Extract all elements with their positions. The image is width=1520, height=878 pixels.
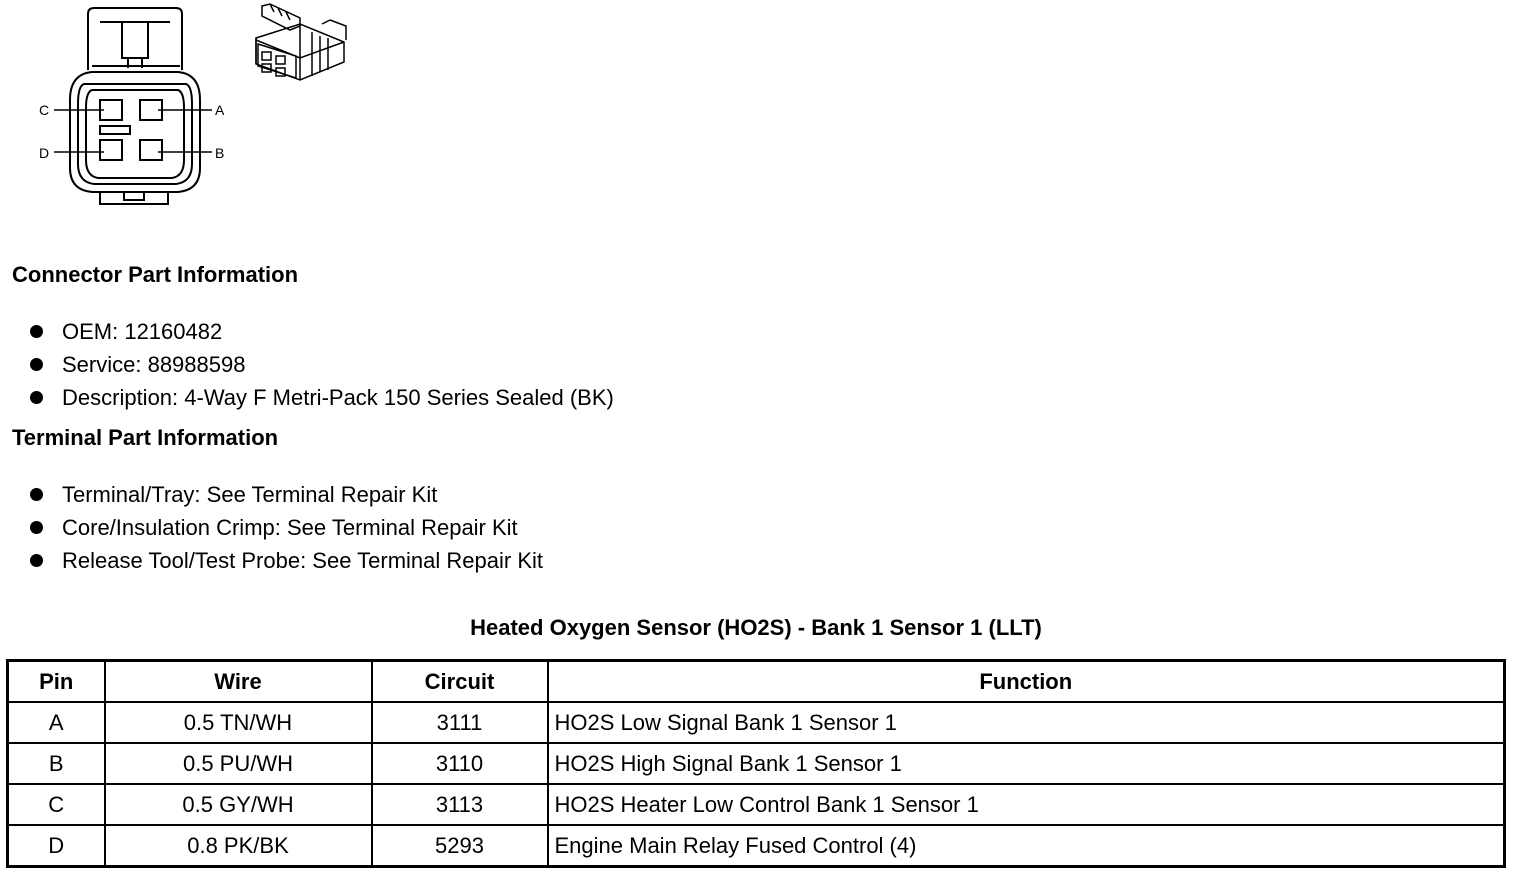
connector-info-heading: Connector Part Information [12, 262, 299, 287]
cell-function: Engine Main Relay Fused Control (4) [548, 825, 1505, 867]
pin-label-b: B [215, 145, 225, 161]
table-row [8, 784, 1505, 825]
terminal-info-list [28, 478, 543, 577]
column-header-function: Function [548, 661, 1505, 703]
cell-circuit: 3110 [372, 743, 548, 784]
terminal-crimp: Core/Insulation Crimp: See Terminal Repair Kit [62, 515, 518, 540]
terminal-tray: Terminal/Tray: See Terminal Repair Kit [62, 482, 438, 507]
cell-function: HO2S Low Signal Bank 1 Sensor 1 [548, 702, 1505, 743]
cell-function: HO2S Heater Low Control Bank 1 Sensor 1 [548, 784, 1505, 825]
list-item [28, 381, 614, 414]
cell-pin: C [8, 784, 105, 825]
terminal-info-heading: Terminal Part Information [12, 425, 279, 450]
table-row [8, 743, 1505, 784]
connector-description: Description: 4-Way F Metri-Pack 150 Series Sealed (BK) [62, 385, 614, 410]
cell-circuit: 3113 [372, 784, 548, 825]
bullet-icon [30, 358, 43, 371]
pin-label-a: A [215, 102, 225, 118]
connector-face-diagram [0, 0, 380, 220]
bullet-icon [30, 488, 43, 501]
column-header-wire: Wire [105, 661, 372, 703]
bullet-icon [30, 325, 43, 338]
list-item [28, 544, 543, 577]
connector-service: Service: 88988598 [62, 352, 246, 377]
connector-latch [88, 8, 182, 70]
cell-wire: 0.5 TN/WH [105, 702, 372, 743]
connector-oem: OEM: 12160482 [62, 319, 223, 344]
pin-table-title: Heated Oxygen Sensor (HO2S) - Bank 1 Sensor 1 (LLT) [470, 615, 1042, 640]
cell-circuit: 5293 [372, 825, 548, 867]
cell-wire: 0.5 GY/WH [105, 784, 372, 825]
table-header-row [8, 661, 1505, 703]
cavity-b [140, 140, 162, 160]
pin-label-d: D [39, 145, 50, 161]
list-item [28, 315, 614, 348]
list-item [28, 511, 543, 544]
pin-label-c: C [39, 102, 50, 118]
list-item [28, 348, 614, 381]
cell-function: HO2S High Signal Bank 1 Sensor 1 [548, 743, 1505, 784]
terminal-release-tool: Release Tool/Test Probe: See Terminal Repair Kit [62, 548, 543, 573]
connector-isometric-image [256, 4, 346, 80]
table-row [8, 825, 1505, 867]
connector-info-list [28, 315, 614, 414]
table-row [8, 702, 1505, 743]
cell-pin: D [8, 825, 105, 867]
bullet-icon [30, 391, 43, 404]
cell-circuit: 3111 [372, 702, 548, 743]
cell-pin: A [8, 702, 105, 743]
pin-table [6, 659, 1506, 868]
bullet-icon [30, 521, 43, 534]
column-header-circuit: Circuit [372, 661, 548, 703]
bullet-icon [30, 554, 43, 567]
cell-wire: 0.5 PU/WH [105, 743, 372, 784]
cavity-d [100, 140, 122, 160]
cell-wire: 0.8 PK/BK [105, 825, 372, 867]
list-item [28, 478, 543, 511]
cell-pin: B [8, 743, 105, 784]
column-header-pin: Pin [8, 661, 105, 703]
